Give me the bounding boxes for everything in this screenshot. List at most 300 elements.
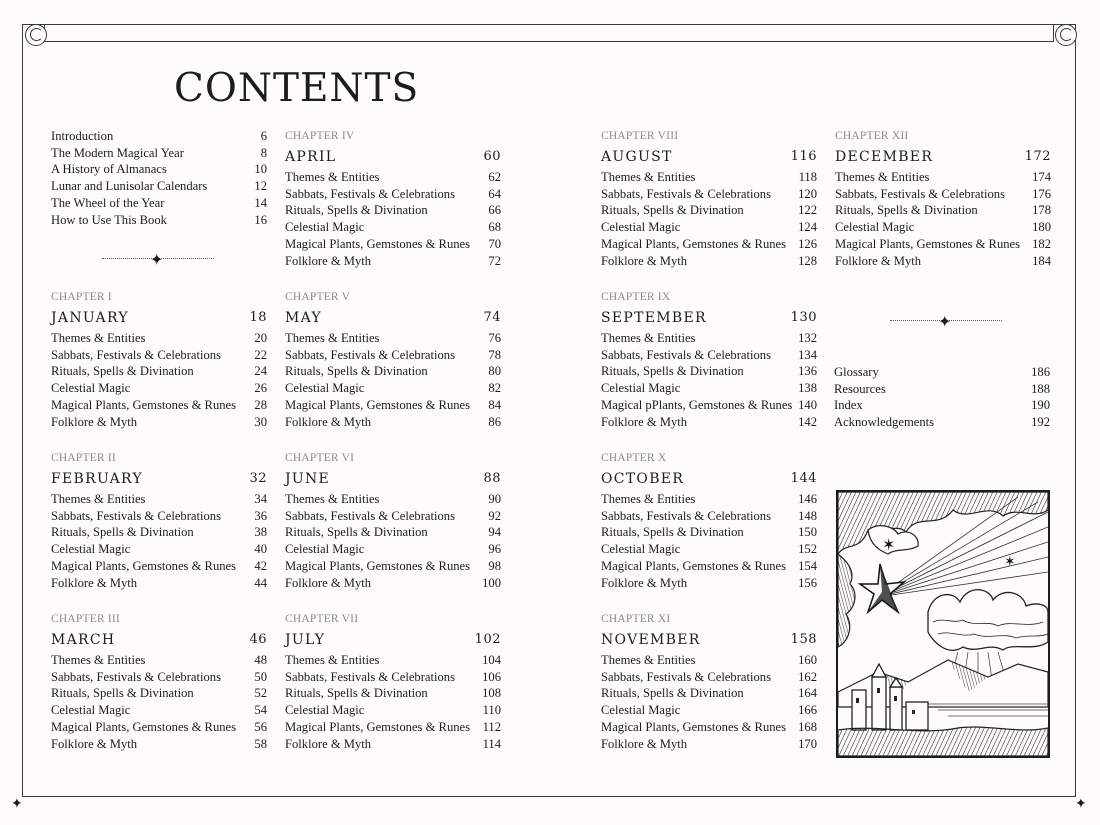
- back-matter-item: [834, 364, 1050, 381]
- toc-page-number: 112: [482, 719, 501, 734]
- svg-text:✶: ✶: [1004, 554, 1016, 570]
- toc-page-number: 12: [254, 179, 267, 194]
- toc-entry-label: Themes & Entities: [601, 331, 696, 345]
- toc-entry-label: Sabbats, Festivals & Celebrations: [835, 186, 1005, 201]
- toc-entry-label: Themes & Entities: [285, 170, 380, 184]
- toc-entry: [51, 363, 267, 380]
- toc-entry: [601, 541, 817, 558]
- toc-entry-label: Themes & Entities: [601, 653, 696, 667]
- toc-entry: [285, 508, 501, 525]
- toc-entry: [51, 380, 267, 397]
- toc-page-number: 30: [254, 414, 267, 429]
- toc-entry: [601, 380, 817, 397]
- toc-page-number: 136: [798, 364, 817, 379]
- toc-page-number: 48: [254, 653, 267, 667]
- toc-page-number: 24: [254, 364, 267, 379]
- toc-page-number: 44: [254, 575, 267, 590]
- toc-page-number: 98: [488, 558, 501, 573]
- toc-entry-label: How to Use This Book: [51, 212, 167, 227]
- toc-entry: [835, 219, 1051, 236]
- toc-entry-label: Rituals, Spells & Divination: [601, 364, 744, 379]
- toc-entry: [285, 397, 501, 414]
- toc-entry-label: Sabbats, Festivals & Celebrations: [51, 669, 221, 684]
- toc-entry-label: Magical Plants, Gemstones & Runes: [285, 719, 471, 734]
- toc-entry: [51, 736, 267, 753]
- month-title: JUNE: [285, 471, 331, 487]
- toc-entry-label: Index: [834, 398, 863, 413]
- toc-entry-label: Rituals, Spells & Divination: [601, 203, 744, 218]
- toc-entry: [601, 414, 817, 431]
- toc-entry: [285, 380, 501, 397]
- toc-page-number: 80: [488, 364, 501, 379]
- toc-entry: [285, 524, 501, 541]
- toc-entry: [285, 652, 501, 669]
- page-title: CONTENTS: [174, 66, 420, 111]
- chapter-block: [601, 612, 817, 752]
- toc-page-number: 148: [798, 508, 817, 523]
- toc-entry: [51, 669, 267, 686]
- month-heading: [285, 470, 501, 488]
- ornament-divider: [890, 312, 1002, 331]
- toc-entry-label: Rituals, Spells & Divination: [601, 525, 744, 540]
- month-heading: [601, 148, 817, 166]
- toc-page-number: 106: [482, 669, 501, 684]
- toc-entry: [601, 330, 817, 347]
- toc-entry: [601, 363, 817, 380]
- toc-entry: [601, 575, 817, 592]
- toc-page-number: 108: [482, 686, 501, 701]
- chapter-block: [601, 451, 817, 591]
- toc-page-number: 110: [482, 703, 501, 718]
- month-heading: [285, 631, 501, 649]
- chapter-block: [285, 290, 501, 430]
- toc-page-number: 150: [798, 525, 817, 540]
- month-title: JANUARY: [51, 310, 129, 326]
- toc-entry: [51, 685, 267, 702]
- toc-page-number: 162: [798, 669, 817, 684]
- month-page-number: 172: [1024, 149, 1051, 164]
- toc-page-number: 42: [254, 558, 267, 573]
- toc-page-number: 146: [798, 492, 817, 506]
- toc-entry: [285, 414, 501, 431]
- toc-entry-label: Resources: [834, 381, 886, 396]
- toc-entry: [601, 169, 817, 186]
- toc-entry: [601, 397, 817, 414]
- toc-entry-label: Glossary: [834, 365, 879, 379]
- toc-entry-label: Celestial Magic: [601, 220, 681, 235]
- toc-entry-label: Rituals, Spells & Divination: [285, 686, 428, 701]
- toc-page-number: 38: [254, 525, 267, 540]
- toc-entry-label: Sabbats, Festivals & Celebrations: [285, 669, 455, 684]
- month-heading: [601, 309, 817, 327]
- toc-page-number: 8: [260, 145, 267, 160]
- toc-entry-label: Celestial Magic: [835, 220, 915, 235]
- toc-page-number: 90: [488, 492, 501, 506]
- toc-entry-label: Folklore & Myth: [601, 414, 688, 429]
- toc-entry: [601, 558, 817, 575]
- month-page-number: 158: [790, 632, 817, 647]
- toc-page-number: 140: [798, 397, 817, 412]
- toc-page-number: 70: [488, 236, 501, 251]
- toc-entry: [601, 236, 817, 253]
- toc-entry-label: Celestial Magic: [285, 220, 365, 235]
- toc-entry-label: The Modern Magical Year: [51, 145, 184, 160]
- toc-page-number: 160: [798, 653, 817, 667]
- toc-entry: [51, 508, 267, 525]
- toc-entry-label: Folklore & Myth: [285, 414, 372, 429]
- back-matter-item: [834, 397, 1050, 414]
- toc-page-number: 36: [254, 508, 267, 523]
- toc-entry-label: Folklore & Myth: [285, 736, 372, 751]
- toc-page-number: 72: [488, 253, 501, 268]
- toc-page-number: 34: [254, 492, 267, 506]
- chapter-block: [285, 129, 501, 269]
- toc-page-number: 168: [798, 719, 817, 734]
- toc-entry: [601, 219, 817, 236]
- toc-entry-label: Magical Plants, Gemstones & Runes: [285, 397, 471, 412]
- four-point-star-icon: ✦: [1075, 796, 1087, 812]
- month-title: SEPTEMBER: [601, 310, 707, 326]
- toc-entry: [51, 414, 267, 431]
- ornament-divider: [102, 250, 214, 269]
- front-matter-list: [51, 128, 267, 228]
- toc-entry: [835, 253, 1051, 270]
- month-page-number: 88: [483, 471, 501, 486]
- toc-entry: [51, 397, 267, 414]
- toc-entry-label: Folklore & Myth: [835, 253, 922, 268]
- toc-entry: [601, 736, 817, 753]
- month-page-number: 74: [483, 310, 501, 325]
- toc-page-number: 156: [798, 575, 817, 590]
- toc-page-number: 54: [254, 703, 267, 718]
- toc-entry-label: Sabbats, Festivals & Celebrations: [601, 669, 771, 684]
- chapter-number: CHAPTER XI: [601, 613, 671, 625]
- toc-entry: [285, 347, 501, 364]
- front-matter-item: [51, 178, 267, 195]
- toc-entry: [285, 669, 501, 686]
- toc-entry-label: Rituals, Spells & Divination: [51, 364, 194, 379]
- toc-entry: [285, 253, 501, 270]
- toc-entry-label: Folklore & Myth: [51, 736, 138, 751]
- toc-entry-label: Rituals, Spells & Divination: [51, 686, 194, 701]
- month-heading: [285, 148, 501, 166]
- toc-page-number: 178: [1032, 203, 1051, 218]
- toc-entry-label: Celestial Magic: [285, 542, 365, 557]
- toc-entry-label: Themes & Entities: [51, 653, 146, 667]
- toc-entry-label: Celestial Magic: [285, 381, 365, 396]
- toc-entry-label: Sabbats, Festivals & Celebrations: [51, 508, 221, 523]
- toc-entry: [601, 685, 817, 702]
- toc-entry-label: Magical Plants, Gemstones & Runes: [285, 236, 471, 251]
- month-title: MARCH: [51, 632, 116, 648]
- front-matter-item: [51, 145, 267, 162]
- toc-page-number: 120: [798, 186, 817, 201]
- toc-entry: [285, 702, 501, 719]
- toc-page-number: 6: [260, 129, 267, 143]
- toc-entry-label: Celestial Magic: [51, 703, 131, 718]
- toc-page-number: 68: [488, 220, 501, 235]
- month-heading: [51, 309, 267, 327]
- four-point-star-icon: ✦: [938, 312, 952, 331]
- toc-entry: [601, 702, 817, 719]
- toc-entry-label: Sabbats, Festivals & Celebrations: [285, 186, 455, 201]
- back-matter-item: [834, 414, 1050, 431]
- toc-entry-label: The Wheel of the Year: [51, 195, 165, 210]
- month-heading: [51, 631, 267, 649]
- toc-entry: [601, 669, 817, 686]
- toc-entry: [285, 558, 501, 575]
- back-matter-list: [834, 364, 1050, 431]
- month-title: NOVEMBER: [601, 632, 701, 648]
- toc-page-number: 154: [798, 558, 817, 573]
- toc-entry: [51, 491, 267, 508]
- toc-entry: [285, 491, 501, 508]
- toc-page-number: 96: [488, 542, 501, 557]
- toc-entry-label: Themes & Entities: [285, 653, 380, 667]
- toc-page-number: 92: [488, 508, 501, 523]
- month-heading: [601, 470, 817, 488]
- toc-entry-label: Rituals, Spells & Divination: [835, 203, 978, 218]
- toc-entry-label: Sabbats, Festivals & Celebrations: [601, 347, 771, 362]
- toc-entry-label: Rituals, Spells & Divination: [285, 525, 428, 540]
- front-matter-item: [51, 128, 267, 145]
- toc-entry-label: Introduction: [51, 129, 114, 143]
- toc-entry-label: Lunar and Lunisolar Calendars: [51, 179, 208, 194]
- toc-entry-label: Sabbats, Festivals & Celebrations: [601, 186, 771, 201]
- month-title: JULY: [285, 632, 326, 648]
- toc-entry: [601, 202, 817, 219]
- toc-page-number: 188: [1031, 381, 1050, 396]
- toc-page-number: 118: [798, 170, 817, 184]
- toc-entry-label: Sabbats, Festivals & Celebrations: [285, 347, 455, 362]
- toc-entry-label: Celestial Magic: [51, 381, 131, 396]
- toc-entry: [285, 719, 501, 736]
- toc-entry: [285, 169, 501, 186]
- month-title: AUGUST: [601, 149, 673, 165]
- toc-page-number: 186: [1031, 365, 1050, 379]
- toc-page-number: 84: [488, 397, 501, 412]
- toc-entry-label: Magical Plants, Gemstones & Runes: [601, 236, 787, 251]
- month-page-number: 102: [474, 632, 501, 647]
- month-heading: [601, 631, 817, 649]
- toc-page-number: 28: [254, 397, 267, 412]
- toc-entry-label: Celestial Magic: [285, 703, 365, 718]
- month-page-number: 46: [249, 632, 267, 647]
- chapter-block: [51, 612, 267, 752]
- month-heading: [285, 309, 501, 327]
- chapter-number: CHAPTER X: [601, 452, 667, 464]
- toc-entry: [835, 202, 1051, 219]
- toc-entry-label: Themes & Entities: [601, 170, 696, 184]
- toc-entry-label: Magical Plants, Gemstones & Runes: [285, 558, 471, 573]
- toc-entry-label: Themes & Entities: [601, 492, 696, 506]
- toc-page-number: 58: [254, 736, 267, 751]
- toc-page-number: 62: [488, 170, 501, 184]
- month-page-number: 18: [249, 310, 267, 325]
- toc-entry-label: Magical Plants, Gemstones & Runes: [601, 719, 787, 734]
- toc-page-number: 122: [798, 203, 817, 218]
- toc-entry-label: Sabbats, Festivals & Celebrations: [601, 508, 771, 523]
- toc-page-number: 22: [254, 347, 267, 362]
- toc-entry-label: Acknowledgements: [834, 415, 935, 430]
- chapter-block: [285, 612, 501, 752]
- toc-entry-label: A History of Almanacs: [51, 162, 167, 177]
- four-point-star-icon: ✦: [150, 250, 164, 269]
- toc-entry-label: Celestial Magic: [601, 703, 681, 718]
- toc-entry: [51, 330, 267, 347]
- toc-entry-label: Folklore & Myth: [601, 575, 688, 590]
- month-page-number: 144: [790, 471, 817, 486]
- toc-entry-label: Magical Plants, Gemstones & Runes: [51, 558, 237, 573]
- toc-entry: [601, 524, 817, 541]
- toc-entry: [51, 524, 267, 541]
- chapter-number: CHAPTER VI: [285, 452, 355, 464]
- toc-entry: [601, 719, 817, 736]
- chapter-block: [51, 290, 267, 430]
- chapter-block: [51, 451, 267, 591]
- toc-page-number: 174: [1032, 170, 1051, 184]
- toc-page-number: 52: [254, 686, 267, 701]
- toc-entry: [835, 236, 1051, 253]
- moon-medallion-icon: [25, 24, 47, 46]
- month-heading: [835, 148, 1051, 166]
- toc-page-number: 16: [254, 212, 267, 227]
- toc-entry-label: Rituals, Spells & Divination: [51, 525, 194, 540]
- month-title: MAY: [285, 310, 323, 326]
- toc-entry-label: Magical Plants, Gemstones & Runes: [51, 719, 237, 734]
- month-page-number: 32: [249, 471, 267, 486]
- chapter-block: [601, 290, 817, 430]
- toc-page-number: 184: [1032, 253, 1051, 268]
- toc-entry-label: Rituals, Spells & Divination: [601, 686, 744, 701]
- toc-entry: [285, 330, 501, 347]
- chapter-number: CHAPTER IX: [601, 291, 671, 303]
- crescent-moon-icon: [1055, 24, 1077, 46]
- toc-page-number: 26: [254, 381, 267, 396]
- toc-entry-label: Sabbats, Festivals & Celebrations: [285, 508, 455, 523]
- toc-entry: [285, 541, 501, 558]
- toc-page-number: 56: [254, 719, 267, 734]
- month-page-number: 130: [790, 310, 817, 325]
- toc-entry-label: Themes & Entities: [51, 331, 146, 345]
- toc-page-number: 64: [488, 186, 501, 201]
- svg-text:✶: ✶: [882, 535, 896, 554]
- top-border-band: [44, 24, 1054, 42]
- toc-page-number: 192: [1031, 415, 1050, 430]
- chapter-block: [601, 129, 817, 269]
- toc-entry-label: Magical Plants, Gemstones & Runes: [601, 558, 787, 573]
- toc-page-number: 20: [254, 331, 267, 345]
- toc-page-number: 164: [798, 686, 817, 701]
- toc-entry-label: Sabbats, Festivals & Celebrations: [51, 347, 221, 362]
- toc-entry-label: Folklore & Myth: [601, 736, 688, 751]
- toc-entry: [51, 558, 267, 575]
- toc-page-number: 132: [798, 331, 817, 345]
- toc-entry: [51, 347, 267, 364]
- toc-entry-label: Themes & Entities: [285, 331, 380, 345]
- four-point-star-icon: ✦: [11, 796, 23, 812]
- toc-entry: [285, 363, 501, 380]
- toc-page-number: 190: [1031, 398, 1050, 413]
- chapter-number: CHAPTER III: [51, 613, 120, 625]
- toc-page-number: 142: [798, 414, 817, 429]
- toc-entry: [285, 736, 501, 753]
- toc-page-number: 138: [798, 381, 817, 396]
- toc-page-number: 50: [254, 669, 267, 684]
- toc-entry: [51, 652, 267, 669]
- month-page-number: 60: [483, 149, 501, 164]
- month-title: FEBRUARY: [51, 471, 143, 487]
- chapter-block: [835, 129, 1051, 269]
- toc-entry-label: Rituals, Spells & Divination: [285, 364, 428, 379]
- toc-page-number: 180: [1032, 220, 1051, 235]
- engraving-star-clouds-castle-icon: [838, 492, 1048, 756]
- toc-entry: [51, 541, 267, 558]
- toc-page-number: 82: [488, 381, 501, 396]
- toc-entry: [601, 491, 817, 508]
- month-title: OCTOBER: [601, 471, 685, 487]
- engraving-illustration: [836, 490, 1050, 758]
- toc-page-number: 134: [798, 347, 817, 362]
- toc-entry: [285, 685, 501, 702]
- toc-entry-label: Celestial Magic: [601, 381, 681, 396]
- month-title: DECEMBER: [835, 149, 934, 165]
- toc-entry-label: Folklore & Myth: [601, 253, 688, 268]
- toc-entry: [601, 652, 817, 669]
- toc-page-number: 86: [488, 414, 501, 429]
- toc-entry: [835, 169, 1051, 186]
- front-matter-item: [51, 195, 267, 212]
- toc-page-number: 94: [488, 525, 501, 540]
- toc-page-number: 10: [254, 162, 267, 177]
- chapter-number: CHAPTER IV: [285, 130, 355, 142]
- toc-entry-label: Magical Plants, Gemstones & Runes: [51, 397, 237, 412]
- toc-entry-label: Rituals, Spells & Divination: [285, 203, 428, 218]
- toc-entry: [601, 347, 817, 364]
- toc-entry-label: Magical pPlants, Gemstones & Runes: [601, 397, 793, 412]
- toc-entry-label: Folklore & Myth: [285, 575, 372, 590]
- toc-entry-label: Themes & Entities: [285, 492, 380, 506]
- toc-entry: [601, 508, 817, 525]
- toc-page-number: 76: [488, 331, 501, 345]
- front-matter-item: [51, 212, 267, 229]
- toc-page-number: 152: [798, 542, 817, 557]
- toc-page-number: 176: [1032, 186, 1051, 201]
- front-matter-item: [51, 161, 267, 178]
- toc-entry-label: Themes & Entities: [835, 170, 930, 184]
- toc-entry-label: Magical Plants, Gemstones & Runes: [835, 236, 1021, 251]
- toc-page-number: 128: [798, 253, 817, 268]
- chapter-number: CHAPTER I: [51, 291, 112, 303]
- toc-entry: [285, 186, 501, 203]
- toc-entry: [835, 186, 1051, 203]
- toc-page-number: 100: [482, 575, 501, 590]
- toc-entry-label: Folklore & Myth: [51, 575, 138, 590]
- chapter-number: CHAPTER VII: [285, 613, 359, 625]
- toc-entry: [285, 236, 501, 253]
- toc-page-number: 182: [1032, 236, 1051, 251]
- toc-entry: [285, 202, 501, 219]
- toc-page-number: 104: [482, 653, 501, 667]
- toc-entry: [51, 575, 267, 592]
- toc-entry-label: Themes & Entities: [51, 492, 146, 506]
- toc-page-number: 14: [254, 195, 267, 210]
- toc-entry-label: Folklore & Myth: [285, 253, 372, 268]
- toc-page-number: 166: [798, 703, 817, 718]
- toc-entry: [601, 253, 817, 270]
- toc-entry: [51, 702, 267, 719]
- month-heading: [51, 470, 267, 488]
